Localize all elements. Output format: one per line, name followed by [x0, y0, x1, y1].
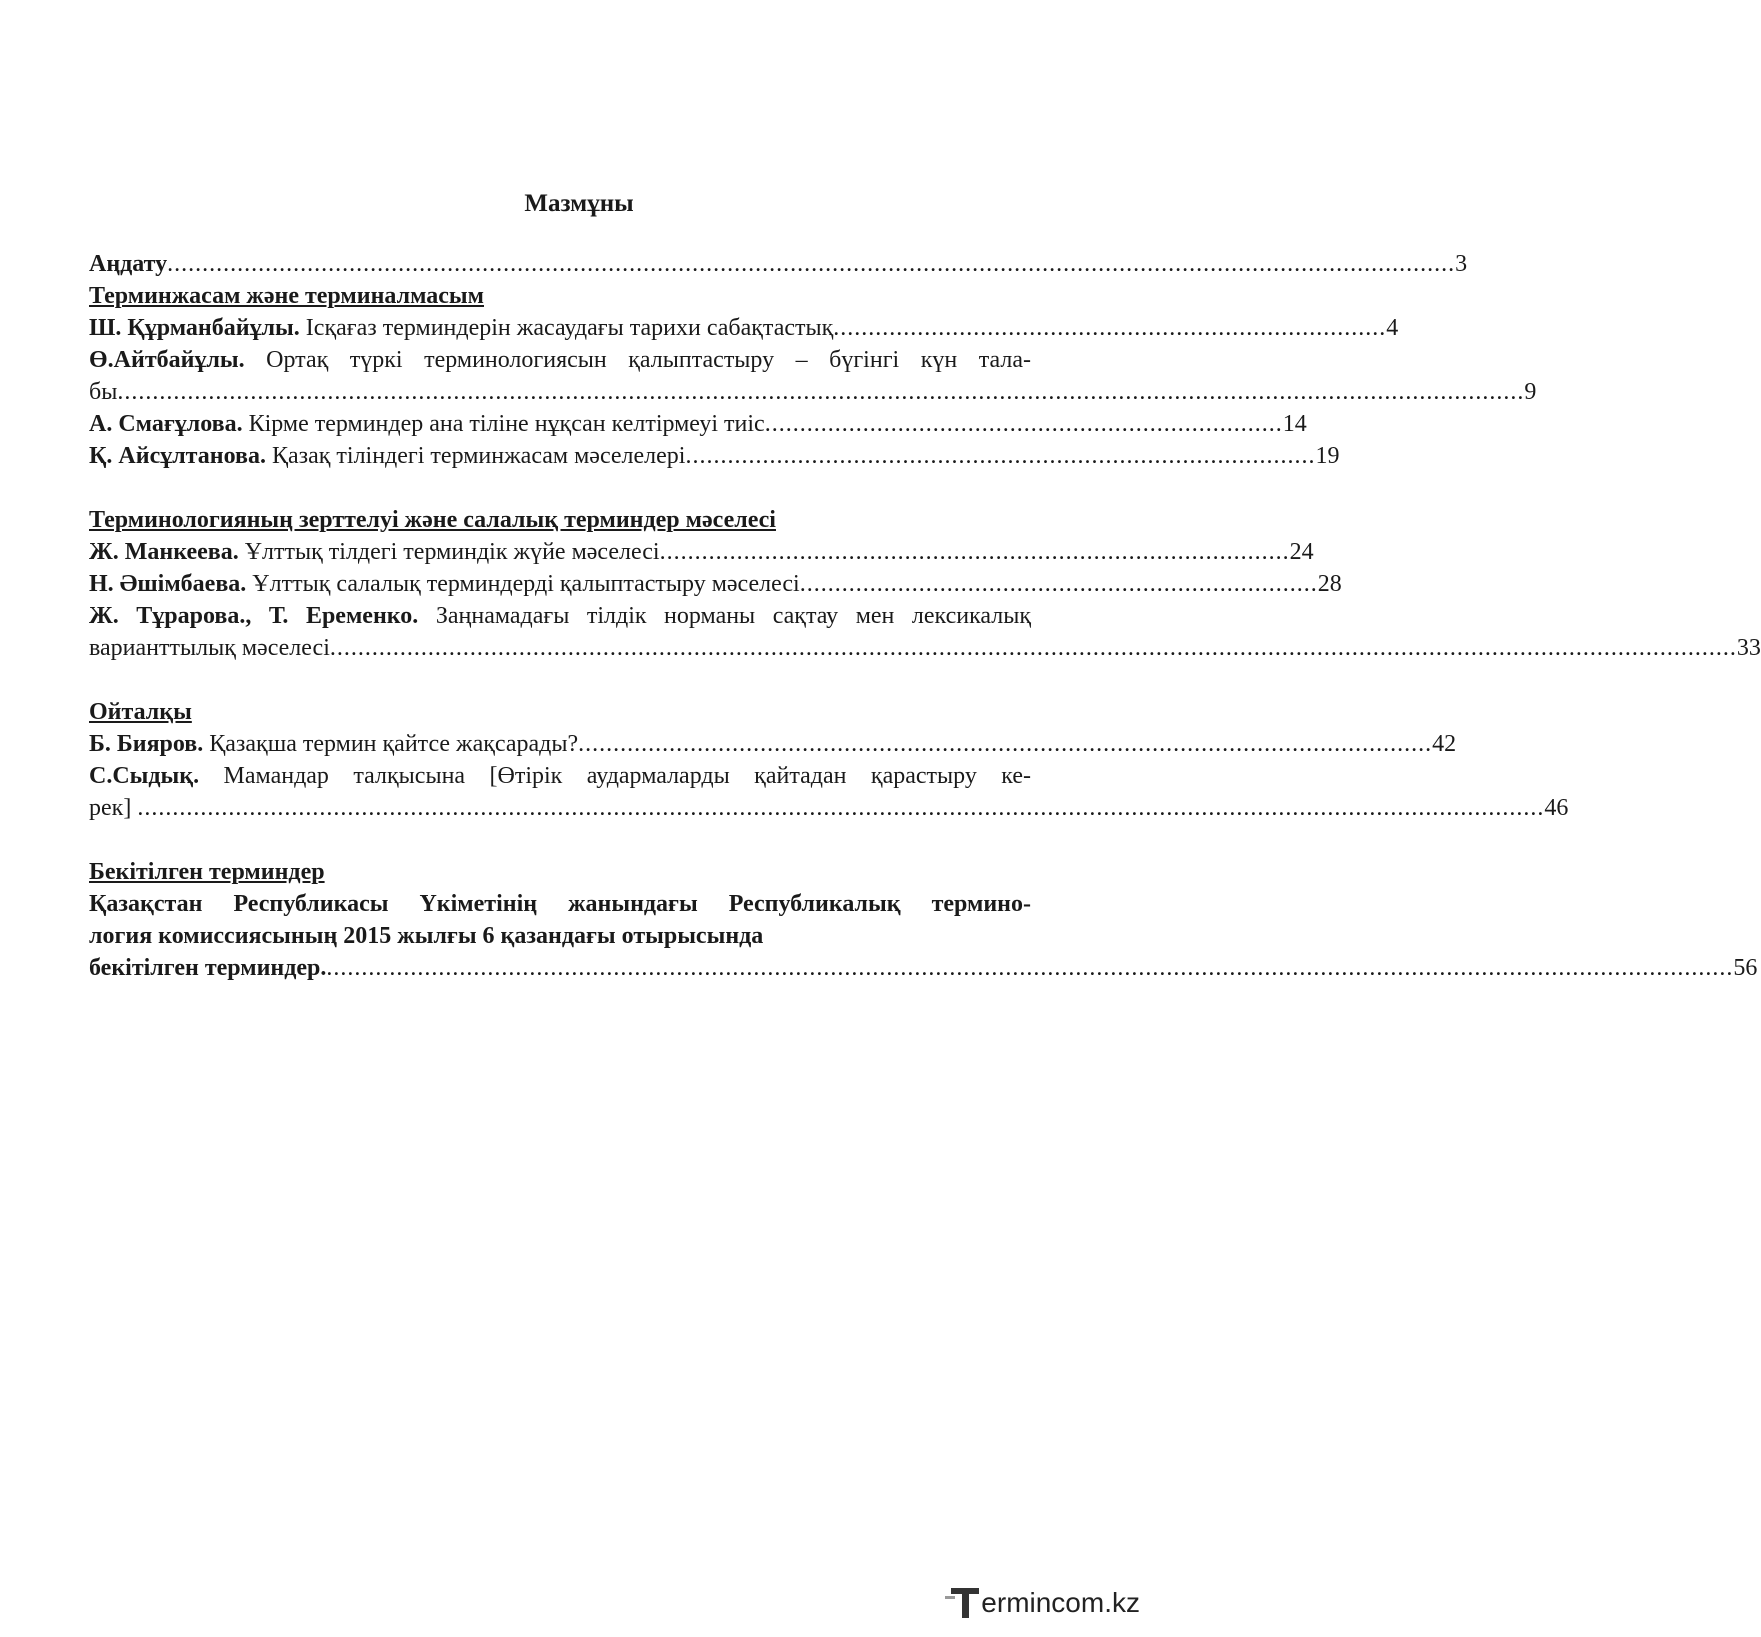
leader-dots: .........................................................................................................................................................................................................	[326, 955, 1734, 981]
article-title-cont: варианттылық мәселесі	[89, 635, 330, 661]
page-number: 46	[1544, 795, 1569, 821]
author-name: Қ. Айсұлтанова.	[89, 443, 266, 469]
entry-title-bold: Қазақстан Республикасы Үкіметінің жанындағы Республикалық термино-	[89, 891, 1031, 917]
author-name: С.Сыдық.	[89, 763, 200, 789]
toc-entry-andatu[interactable]	[89, 248, 1468, 280]
site-logo[interactable]	[951, 1583, 1140, 1623]
leader-dots: ..........................................................................................................................	[578, 731, 1433, 757]
article-title: Кірме терминдер ана тіліне нұқсан келтірмеуі тиіс	[242, 411, 765, 437]
section-heading-oytalky: Ойталқы	[89, 699, 192, 725]
article-title: Қазақша термин қайтсе жақсарады?	[203, 731, 579, 757]
toc-entry-continuation[interactable]	[89, 792, 1569, 824]
page-number: 3	[1455, 251, 1468, 277]
page-number: 4	[1386, 315, 1399, 341]
page-number: 9	[1524, 379, 1537, 405]
toc-entry[interactable]	[89, 440, 1340, 472]
author-name: Ш. Құрманбайұлы.	[89, 315, 300, 341]
toc-entry-line[interactable]	[89, 888, 1031, 920]
author-name: Ө.Айтбайұлы.	[89, 347, 245, 373]
logo-text: ermincom.kz	[981, 1587, 1140, 1618]
leader-dots: ...............................................................................	[833, 315, 1387, 341]
page-number: 14	[1282, 411, 1307, 437]
page-title: Мазмұны	[524, 190, 634, 217]
article-title: Ісқағаз терминдерін жасаудағы тарихи сабақтастық	[299, 315, 834, 341]
page-number: 33	[1736, 635, 1761, 661]
article-title-cont: рек]	[89, 795, 138, 821]
leader-dots: ..........................................................................	[799, 571, 1318, 597]
toc-entry-line[interactable]	[89, 600, 1031, 632]
toc-entry-line[interactable]	[89, 344, 1031, 376]
leader-dots: .........................................................................................................................................................................................................	[329, 635, 1737, 661]
toc-entry[interactable]	[89, 568, 1342, 600]
page-number: 42	[1432, 731, 1457, 757]
page-number: 28	[1317, 571, 1342, 597]
toc-entry-continuation[interactable]	[89, 952, 1758, 984]
page-number: 19	[1315, 443, 1340, 469]
page-number: 24	[1289, 539, 1314, 565]
article-title: Ортақ түркі терминологиясын қалыптастыру – бүгінгі күн тала-	[244, 347, 1031, 373]
toc-entry-continuation[interactable]	[89, 376, 1537, 408]
entry-title-bold: логия комиссиясының 2015 жылғы 6 қазандағы отырысында	[89, 923, 764, 949]
leader-dots: ..........................................................................................	[659, 539, 1290, 565]
page-number: 56	[1733, 955, 1758, 981]
toc-entry[interactable]	[89, 728, 1457, 760]
toc-entry[interactable]	[89, 536, 1314, 568]
leader-dots: .........................................................................................................................................................................................................	[137, 795, 1545, 821]
toc-entry-line[interactable]	[89, 760, 1031, 792]
toc-entry-continuation[interactable]	[89, 632, 1761, 664]
article-title: Ұлттық тілдегі терминдік жүйе мәселесі	[238, 539, 660, 565]
article-title: Ұлттық салалық терминдерді қалыптастыру мәселесі	[246, 571, 800, 597]
section-heading-bekitilgen: Бекітілген терминдер	[89, 859, 325, 885]
entry-title-bold: бекітілген терминдер.	[89, 955, 327, 981]
toc-entry[interactable]	[89, 312, 1399, 344]
article-title: Заңнамадағы тілдік норманы сақтау мен лексикалық	[418, 603, 1032, 629]
leader-dots: ........................................................................................................................................................................................	[167, 251, 1456, 277]
author-name: Ж. Тұрарова., Т. Еременко.	[89, 603, 419, 629]
section-heading-terminologiya: Терминологияның зерттелуі және салалық терминдер мәселесі	[89, 507, 776, 533]
section-heading-terminzhasam: Терминжасам және терминалмасым	[89, 283, 484, 309]
leader-dots: ..........................................................................................	[685, 443, 1316, 469]
article-title: Мамандар талқысына [Өтірік аудармаларды қайтадан қарастыру ке-	[199, 763, 1031, 789]
article-title: Қазақ тіліндегі терминжасам мәселелері	[265, 443, 686, 469]
toc-entry-label: Аңдату	[89, 251, 168, 277]
article-title-cont: бы	[89, 379, 118, 405]
author-name: А. Смағұлова.	[89, 411, 243, 437]
author-name: Б. Бияров.	[89, 731, 204, 757]
letter-t-logo-icon	[951, 1586, 979, 1620]
author-name: Н. Әшімбаева.	[89, 571, 247, 597]
leader-dots: .........................................................................................................................................................................................................	[117, 379, 1525, 405]
toc-entry[interactable]	[89, 408, 1307, 440]
author-name: Ж. Манкеева.	[89, 539, 239, 565]
leader-dots: ..........................................................................	[764, 411, 1283, 437]
toc-entry-line[interactable]	[89, 920, 1031, 952]
